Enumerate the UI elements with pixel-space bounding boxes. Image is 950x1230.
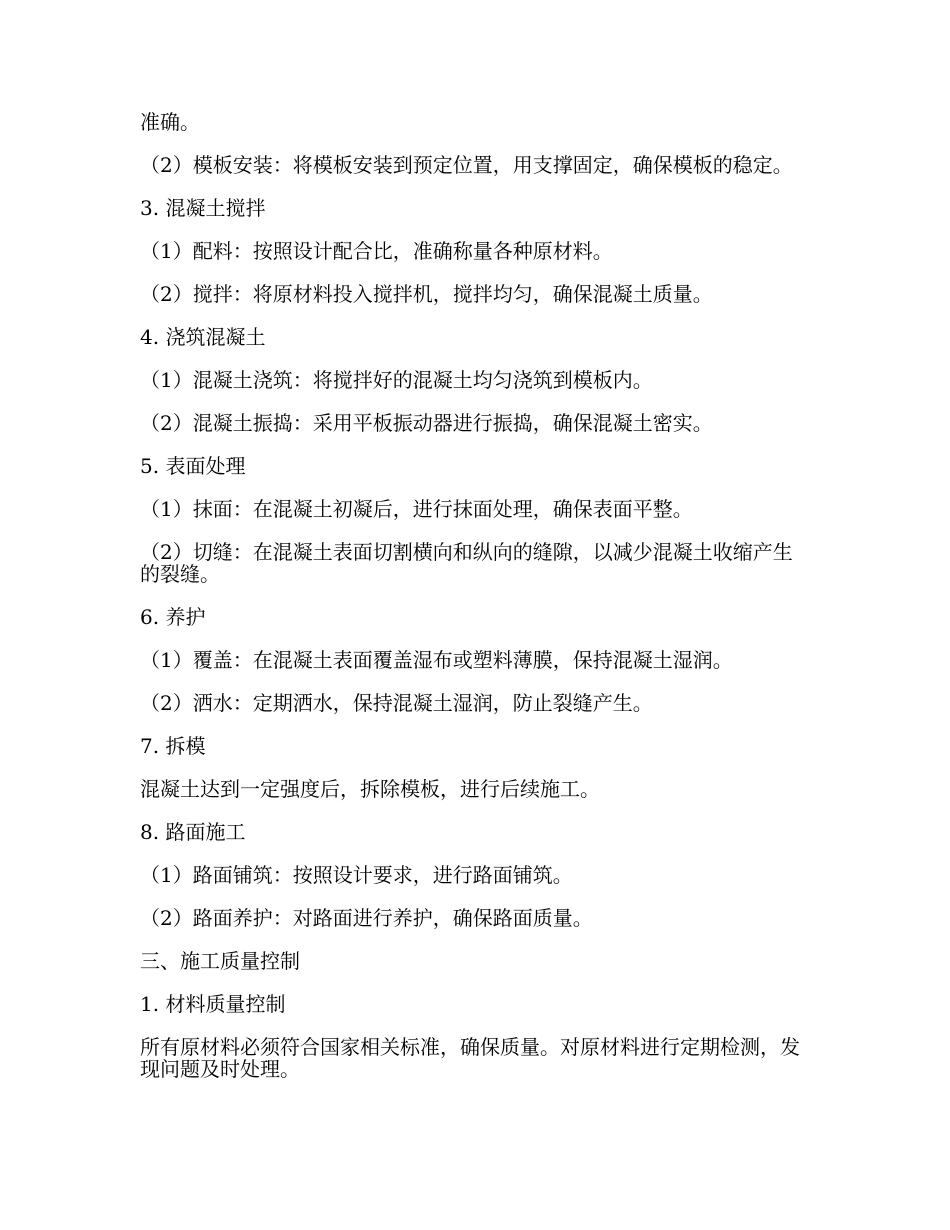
paragraph-joint-cutting: （2）切缝：在混凝土表面切割横向和纵向的缝隙，以减少混凝土收缩产生的裂缝。 [140, 540, 793, 586]
heading-pouring: 4. 浇筑混凝土 [140, 325, 266, 349]
heading-curing: 6. 养护 [140, 605, 206, 629]
paragraph-paving: （1）路面铺筑：按照设计要求，进行路面铺筑。 [140, 863, 573, 887]
heading-material-quality: 1. 材料质量控制 [140, 992, 286, 1016]
paragraph-form-removal: 混凝土达到一定强度后，拆除模板，进行后续施工。 [140, 777, 600, 801]
paragraph-vibrating: （2）混凝土振捣：采用平板振动器进行振捣，确保混凝土密实。 [140, 411, 713, 435]
paragraph-pavement-curing: （2）路面养护：对路面进行养护，确保路面质量。 [140, 906, 593, 930]
paragraph-mixing: （2）搅拌：将原材料投入搅拌机，搅拌均匀，确保混凝土质量。 [140, 282, 713, 306]
document-body [140, 103, 810, 1093]
heading-concrete-mixing: 3. 混凝土搅拌 [140, 196, 266, 220]
paragraph-pouring: （1）混凝土浇筑：将搅拌好的混凝土均匀浇筑到模板内。 [140, 368, 653, 392]
heading-quality-control: 三、施工质量控制 [140, 949, 300, 973]
paragraph-troweling: （1）抹面：在混凝土初凝后，进行抹面处理，确保表面平整。 [140, 497, 693, 521]
heading-pavement-construction: 8. 路面施工 [140, 820, 246, 844]
heading-surface-treatment: 5. 表面处理 [140, 454, 246, 478]
paragraph-watering: （2）洒水：定期洒水，保持混凝土湿润，防止裂缝产生。 [140, 691, 653, 715]
paragraph-formwork-install: （2）模板安装：将模板安装到预定位置，用支撑固定，确保模板的稳定。 [140, 153, 793, 177]
paragraph-continuation: 准确。 [140, 110, 200, 134]
heading-form-removal: 7. 拆模 [140, 734, 206, 758]
paragraph-material-quality: 所有原材料必须符合国家相关标准，确保质量。对原材料进行定期检测，发现问题及时处理。 [140, 1035, 800, 1081]
paragraph-batching: （1）配料：按照设计配合比，准确称量各种原材料。 [140, 239, 613, 263]
paragraph-covering: （1）覆盖：在混凝土表面覆盖湿布或塑料薄膜，保持混凝土湿润。 [140, 648, 733, 672]
